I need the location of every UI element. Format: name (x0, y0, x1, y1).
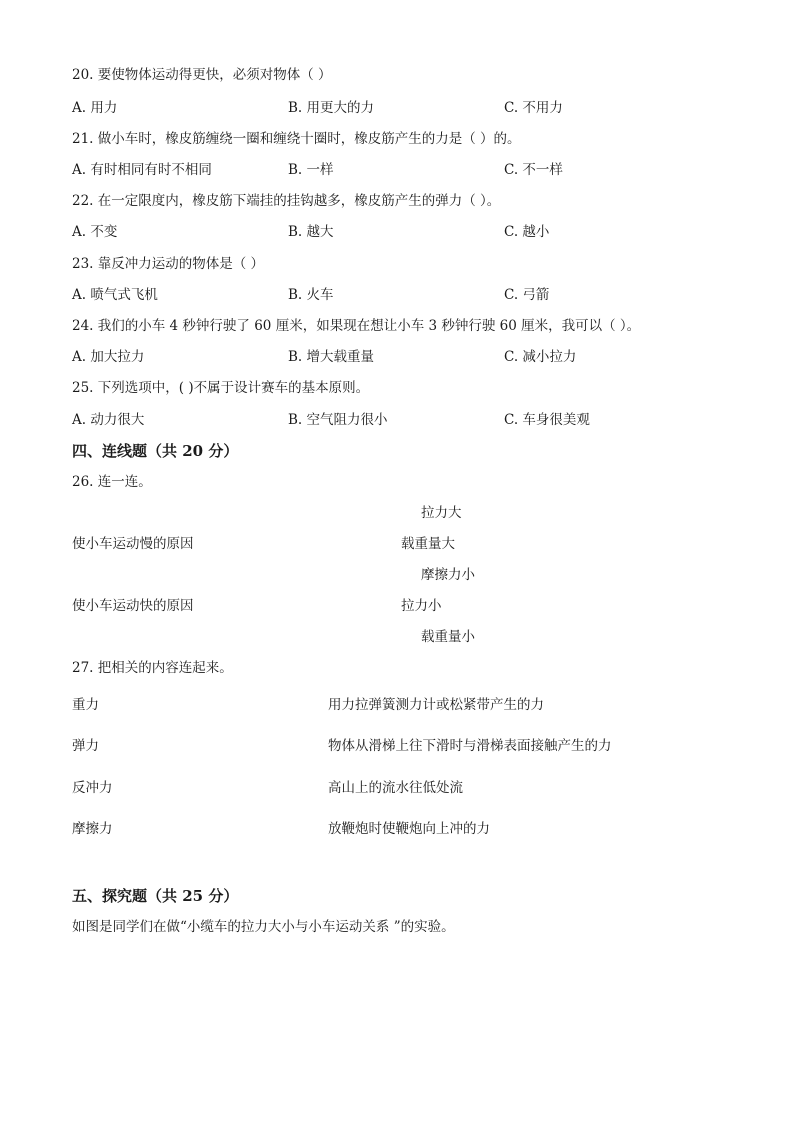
section-5-heading: 五、探究题（共 25 分） (72, 887, 239, 905)
question-23-stem: 23. 靠反冲力运动的物体是（ ） (72, 256, 265, 272)
q26-left-item-2: 使小车运动快的原因 (72, 598, 194, 614)
q27-right-item-1: 用力拉弹簧测力计或松紧带产生的力 (328, 697, 544, 713)
question-23-option-c: C. 弓箭 (504, 287, 550, 303)
question-22-option-c: C. 越小 (504, 224, 550, 240)
section-5-intro: 如图是同学们在做“小缆车的拉力大小与小车运动关系 ”的实验。 (72, 919, 455, 935)
question-25-option-b: B. 空气阻力很小 (288, 412, 388, 428)
question-25-option-a: A. 动力很大 (72, 412, 145, 428)
question-26-stem: 26. 连一连。 (72, 474, 152, 490)
q27-right-item-4: 放鞭炮时使鞭炮向上冲的力 (328, 821, 490, 837)
section-4-heading: 四、连线题（共 20 分） (72, 442, 239, 460)
q26-right-item-1: 拉力大 (421, 505, 462, 521)
question-25-stem: 25. 下列选项中，( )不属于设计赛车的基本原则。 (72, 380, 370, 396)
question-21-option-b: B. 一样 (288, 162, 334, 178)
q27-right-item-2: 物体从滑梯上往下滑时与滑梯表面接触产生的力 (328, 738, 612, 754)
question-23-option-b: B. 火车 (288, 287, 334, 303)
question-21-option-a: A. 有时相同有时不相同 (72, 162, 212, 178)
question-24-option-c: C. 减小拉力 (504, 349, 577, 365)
q26-right-item-2: 载重量大 (401, 536, 455, 552)
question-22-option-b: B. 越大 (288, 224, 334, 240)
question-21-option-c: C. 不一样 (504, 162, 563, 178)
question-20-option-c: C. 不用力 (504, 100, 563, 116)
question-20-option-b: B. 用更大的力 (288, 100, 375, 116)
question-23-option-a: A. 喷气式飞机 (72, 287, 158, 303)
question-20-stem: 20. 要使物体运动得更快，必须对物体（ ） (72, 67, 332, 83)
q27-right-item-3: 高山上的流水往低处流 (328, 780, 463, 796)
question-24-option-a: A. 加大拉力 (72, 349, 145, 365)
q26-right-item-5: 载重量小 (421, 629, 475, 645)
question-20-option-a: A. 用力 (72, 100, 118, 116)
q27-left-item-1: 重力 (72, 697, 99, 713)
question-22-option-a: A. 不变 (72, 224, 118, 240)
q26-left-item-1: 使小车运动慢的原因 (72, 536, 194, 552)
question-27-stem: 27. 把相关的内容连起来。 (72, 660, 233, 676)
q27-left-item-2: 弹力 (72, 738, 99, 754)
question-25-option-c: C. 车身很美观 (504, 412, 590, 428)
question-24-stem: 24. 我们的小车 4 秒钟行驶了 60 厘米，如果现在想让小车 3 秒钟行驶 60 厘米，我可以（ ）。 (72, 318, 641, 334)
q26-right-item-4: 拉力小 (401, 598, 442, 614)
question-22-stem: 22. 在一定限度内，橡皮筋下端挂的挂钩越多，橡皮筋产生的弹力（ ）。 (72, 193, 501, 209)
question-21-stem: 21. 做小车时，橡皮筋缠绕一圈和缠绕十圈时，橡皮筋产生的力是（ ）的。 (72, 131, 521, 147)
question-24-option-b: B. 增大载重量 (288, 349, 375, 365)
q26-right-item-3: 摩擦力小 (421, 567, 475, 583)
q27-left-item-3: 反冲力 (72, 780, 113, 796)
q27-left-item-4: 摩擦力 (72, 821, 113, 837)
